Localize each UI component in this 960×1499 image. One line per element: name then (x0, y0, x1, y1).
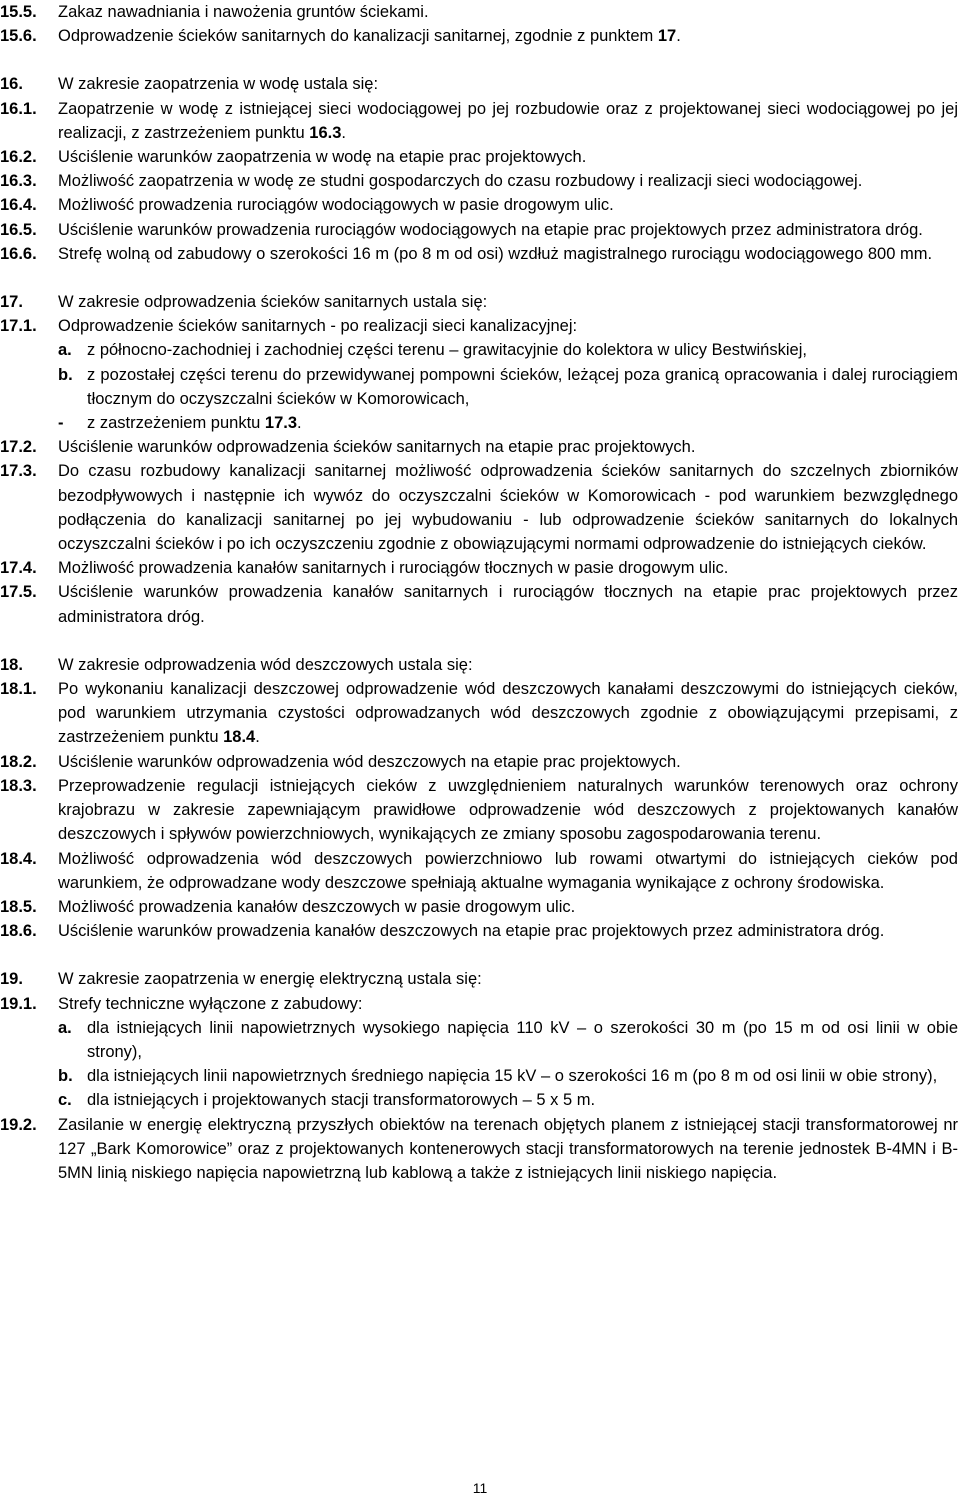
section-body (58, 580, 958, 628)
punctuation: . (255, 728, 260, 747)
section-body (58, 242, 958, 266)
section-item (0, 218, 958, 242)
list-item (58, 1016, 958, 1064)
paragraph-text: Możliwość odprowadzenia wód deszczowych powierzchniowo lub rowami otwartymi do istniejących cieków pod warunkiem, że odprowadzane wody deszczowe spełniają aktualne wymagania wynikające z ochrony środowiska. (58, 849, 958, 892)
list-item-body (87, 1064, 958, 1088)
list-item-body (87, 1016, 958, 1064)
section-number: 18.6. (0, 922, 37, 941)
section-body (58, 1113, 958, 1186)
paragraph-text: Uściślenie warunków prowadzenia rurociągów wodociągowych na etapie prac projektowych przez administratora dróg. (58, 220, 923, 239)
point-reference: 16.3 (309, 123, 342, 142)
section-item (0, 992, 958, 1113)
section-item (0, 750, 958, 774)
section-body (58, 72, 958, 96)
section-number: 15.6. (0, 27, 37, 46)
section-item (0, 242, 958, 266)
section-number: 16. (0, 75, 23, 94)
section-number: 16.3. (0, 172, 37, 191)
section-number: 18.4. (0, 849, 37, 868)
section-body (58, 145, 958, 169)
section-body (58, 653, 958, 677)
section-gap (0, 266, 958, 290)
section-number: 16.1. (0, 99, 37, 118)
section-body (58, 556, 958, 580)
section-body (58, 193, 958, 217)
section-item (0, 919, 958, 943)
paragraph-text: Strefy techniczne wyłączone z zabudowy: (58, 994, 363, 1013)
punctuation: . (676, 27, 681, 46)
point-reference: 17 (657, 27, 677, 46)
section-number: 17.4. (0, 559, 37, 578)
section-number: 17.3. (0, 462, 37, 481)
section-number: 17.1. (0, 317, 37, 336)
paragraph-text: Zakaz nawadniania i nawożenia gruntów ściekami. (58, 3, 429, 21)
punctuation: . (341, 123, 346, 142)
section-gap (0, 629, 958, 653)
section-number: 16.4. (0, 196, 37, 215)
section-number: 18.2. (0, 752, 37, 771)
section-body (58, 24, 958, 48)
paragraph-text: dla istniejących linii napowietrznych wysokiego napięcia 110 kV – o szerokości 30 m (po 15 m od osi linii w obie strony), (87, 1018, 958, 1061)
section-body (58, 290, 958, 314)
paragraph-text: W zakresie odprowadzenia wód deszczowych ustala się: (58, 655, 473, 674)
list-item (58, 1064, 958, 1088)
list-item (58, 338, 958, 362)
paragraph-text: Strefę wolną od zabudowy o szerokości 16 m (po 8 m od osi) wzdłuż magistralnego rurociągu wodociągowego 800 mm. (58, 244, 933, 263)
section-number: 17. (0, 293, 23, 312)
section-number: 17.5. (0, 583, 37, 602)
list-item (58, 1088, 958, 1112)
section-item (0, 0, 958, 24)
section-item (0, 314, 958, 435)
section-item (0, 290, 958, 314)
section-item (0, 1113, 958, 1186)
list-item-body (87, 338, 958, 362)
point-reference: 17.3 (264, 414, 298, 433)
page-number: 11 (472, 1480, 488, 1496)
paragraph-text: W zakresie zaopatrzenia w energię elektryczną ustala się: (58, 970, 482, 989)
paragraph-text: Zasilanie w energię elektryczną przyszłych obiektów na terenach objętych planem z istniejącej stacji transformatorowej nr 127 „Bark Komorowice” oraz z projektowanych kontenerowych stacji transformatorowych na terenie jednostek B-4MN i B-5MN linią niskiego napięcia napowietrzną lub kablową a także z istniejących linii niskiego napięcia. (58, 1115, 958, 1182)
section-body (58, 895, 958, 919)
section-number: 18.5. (0, 897, 37, 916)
section-body (58, 97, 958, 145)
paragraph-text: Uściślenie warunków zaopatrzenia w wodę na etapie prac projektowych. (58, 148, 587, 167)
section-item (0, 580, 958, 628)
section-number: 17.2. (0, 438, 37, 457)
section-number: 16.2. (0, 148, 37, 167)
paragraph-text: dla istniejących linii napowietrznych średniego napięcia 15 kV – o szerokości 16 m (po 8 m od osi linii w obie strony), (87, 1067, 938, 1086)
paragraph-text: Przeprowadzenie regulacji istniejących cieków z uwzględnieniem naturalnych warunków terenowych oraz ochrony krajobrazu w zakresie zapewniającym prawidłowe odprowadzenie wód deszczowych z projektowanych kanałów deszczowych i spływów powierzchniowych, wynikających ze zmiany sposobu zagospodarowania terenu. (58, 776, 958, 844)
section-item (0, 847, 958, 895)
list-item-label: a. (58, 1018, 72, 1037)
section-body (58, 218, 958, 242)
list-item-label: - (58, 414, 64, 433)
section-number: 16.6. (0, 244, 37, 263)
section-number: 15.5. (0, 3, 37, 21)
paragraph-text: dla istniejących i projektowanych stacji transformatorowych – 5 x 5 m. (87, 1091, 596, 1110)
section-body (58, 750, 958, 774)
list-item-body (87, 411, 958, 435)
section-body (58, 919, 958, 943)
paragraph-text: W zakresie zaopatrzenia w wodę ustala się: (58, 75, 379, 94)
section-number: 19. (0, 970, 23, 989)
paragraph-text: Po wykonaniu kanalizacji deszczowej odprowadzenie wód deszczowych kanałami deszczowymi do istniejących cieków, pod warunkiem utrzymania czystości odprowadzanych wód deszczowych zgodnie z obowiązującymi przepisami, z zastrzeżeniem punktu (58, 680, 958, 747)
section-body (58, 459, 958, 556)
section-item (0, 72, 958, 96)
list-item-label: c. (58, 1091, 72, 1110)
section-body (58, 314, 958, 435)
section-item (0, 677, 958, 750)
paragraph-text: Odprowadzenie ścieków sanitarnych do kanalizacji sanitarnej, zgodnie z punktem (58, 27, 658, 46)
section-body (58, 967, 958, 991)
paragraph-text: z zastrzeżeniem punktu (87, 414, 265, 433)
paragraph-text: Możliwość zaopatrzenia w wodę ze studni gospodarczych do czasu rozbudowy i realizacji sieci wodociągowej. (58, 172, 863, 191)
paragraph-text: Uściślenie warunków odprowadzenia ścieków sanitarnych na etapie prac projektowych. (58, 438, 696, 457)
paragraph-text: W zakresie odprowadzenia ścieków sanitarnych ustala się: (58, 293, 488, 312)
section-body (58, 677, 958, 750)
section-body (58, 169, 958, 193)
paragraph-text: Możliwość prowadzenia kanałów sanitarnych i rurociągów tłocznych w pasie drogowym ulic. (58, 559, 729, 578)
section-item (0, 774, 958, 847)
section-item (0, 967, 958, 991)
section-body (58, 435, 958, 459)
paragraph-text: Uściślenie warunków prowadzenia kanałów sanitarnych i rurociągów tłocznych na etapie prac projektowych przez administratora dróg. (58, 583, 958, 626)
paragraph-text: Możliwość prowadzenia kanałów deszczowych w pasie drogowym ulic. (58, 897, 576, 916)
paragraph-text: Zaopatrzenie w wodę z istniejącej sieci wodociągowej po jej rozbudowie oraz z projektowanej sieci wodociągowej po jej realizacji, z zastrzeżeniem punktu (58, 99, 958, 142)
section-gap (0, 48, 958, 72)
section-item (0, 435, 958, 459)
section-item (0, 97, 958, 145)
section-body (58, 0, 958, 24)
list-item-label: b. (58, 1067, 73, 1086)
point-reference: 18.4 (223, 728, 256, 747)
section-body (58, 774, 958, 847)
list-item-body (87, 1088, 958, 1112)
section-body (58, 992, 958, 1113)
list-item-label: a. (58, 341, 72, 360)
section-item (0, 459, 958, 556)
paragraph-text: z pozostałej części terenu do przewidywanej pompowni ścieków, leżącej poza granicą opracowania i dalej rurociągiem tłocznym do oczyszczalni ścieków w Komorowicach, (87, 365, 958, 408)
section-number: 18. (0, 655, 23, 674)
paragraph-text: Możliwość prowadzenia rurociągów wodociągowych w pasie drogowym ulic. (58, 196, 614, 215)
paragraph-text: Odprowadzenie ścieków sanitarnych - po realizacji sieci kanalizacyjnej: (58, 317, 578, 336)
section-number: 19.1. (0, 994, 37, 1013)
section-item (0, 556, 958, 580)
paragraph-text: Do czasu rozbudowy kanalizacji sanitarnej możliwość odprowadzenia ścieków sanitarnych do szczelnych zbiorników bezodpływowych i następnie ich wywóz do oczyszczalni ścieków w Komorowicach - pod warunkiem bezwzględnego podłączenia do kanalizacji sanitarnej po jej wybudowaniu - lub odprowadzenie ścieków sanitarnych do lokalnych oczyszczalni ścieków i po ich oczyszczeniu zgodnie z obowiązującymi normami odprowadzenie do istniejących cieków. (58, 462, 958, 554)
list-item-label: b. (58, 365, 73, 384)
section-item (0, 193, 958, 217)
section-number: 16.5. (0, 220, 37, 239)
punctuation: . (297, 414, 302, 433)
list-item (58, 363, 958, 411)
section-item (0, 145, 958, 169)
paragraph-text: Uściślenie warunków odprowadzenia wód deszczowych na etapie prac projektowych. (58, 752, 681, 771)
paragraph-text: z północno-zachodniej i zachodniej części terenu – grawitacyjnie do kolektora w ulicy Bestwińskiej, (87, 341, 807, 360)
list-item-body (87, 363, 958, 411)
section-item (0, 24, 958, 48)
list-item (58, 411, 958, 435)
section-number: 18.3. (0, 776, 37, 795)
section-item (0, 653, 958, 677)
section-number: 18.1. (0, 680, 37, 699)
section-number: 19.2. (0, 1115, 37, 1134)
section-item (0, 169, 958, 193)
paragraph-text: Uściślenie warunków prowadzenia kanałów deszczowych na etapie prac projektowych przez administratora dróg. (58, 922, 885, 941)
section-gap (0, 943, 958, 967)
section-item (0, 895, 958, 919)
section-body (58, 847, 958, 895)
